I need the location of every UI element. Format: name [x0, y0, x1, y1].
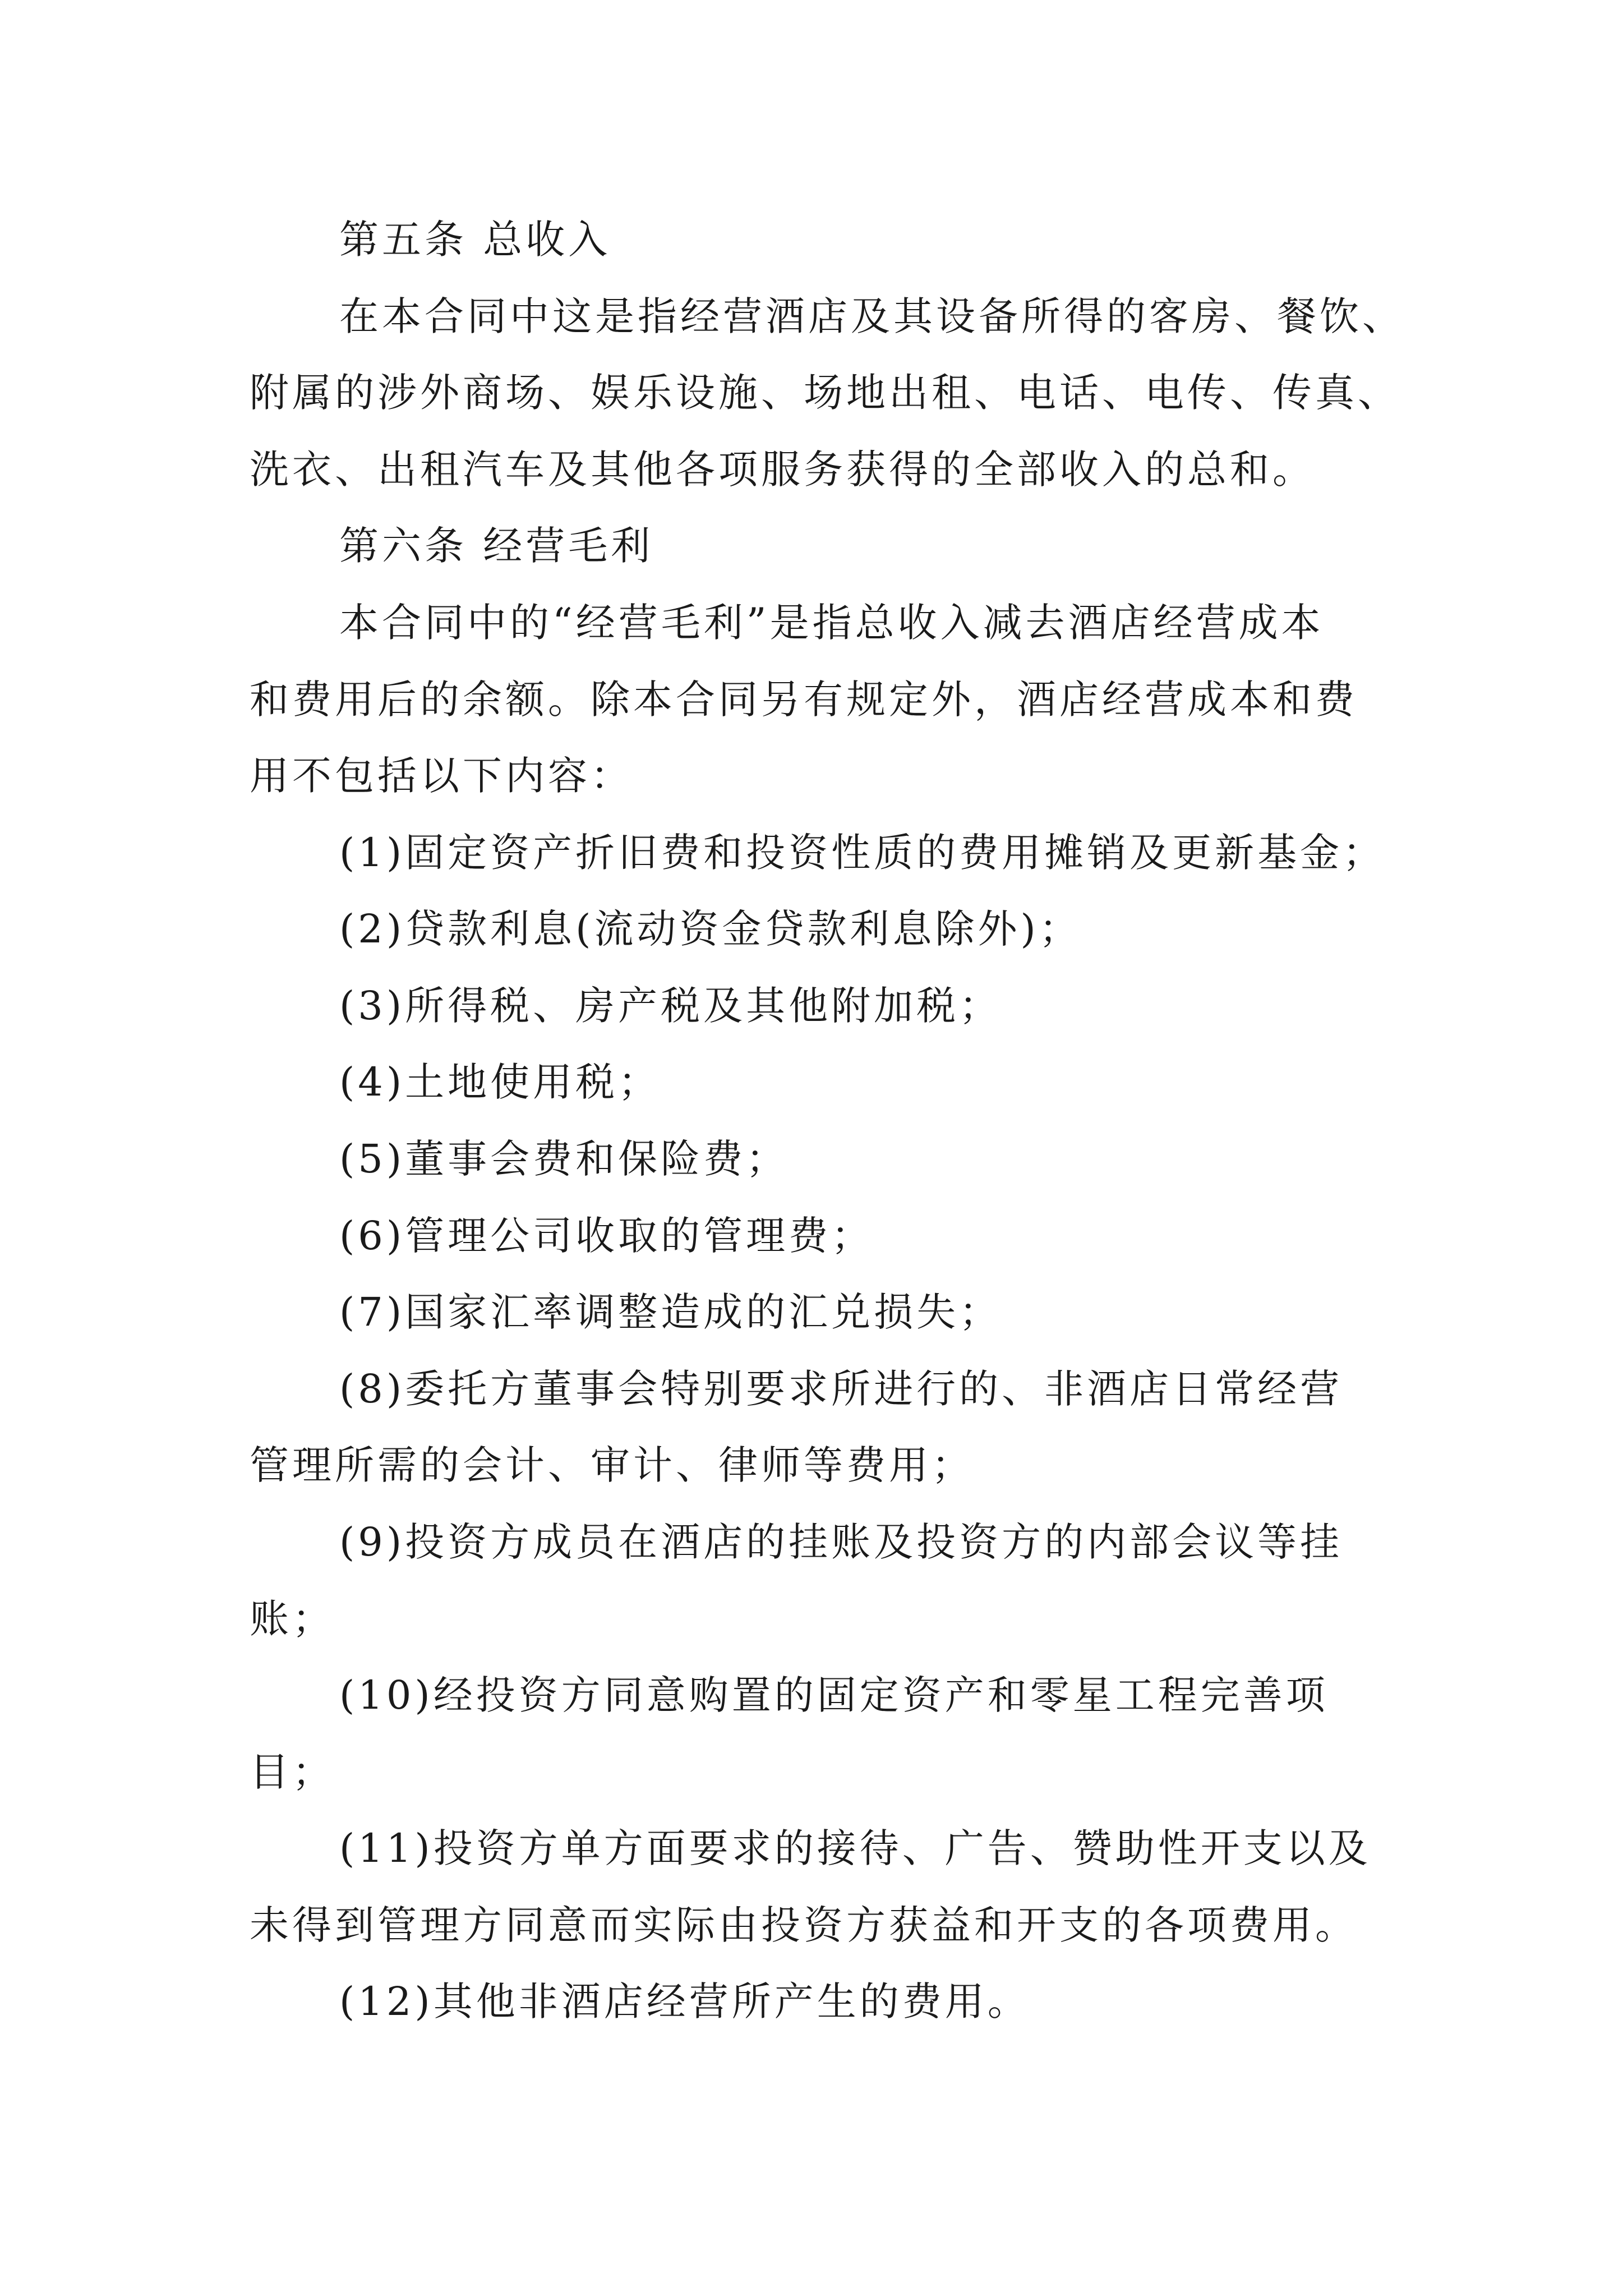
list-item-9: (9)投资方成员在酒店的挂账及投资方的内部会议等挂 [339, 1519, 1343, 1565]
list-item-11: (11)投资方单方面要求的接待、广告、赞助性开支以及 [339, 1825, 1371, 1871]
list-item-5: (5)董事会费和保险费； [339, 1136, 789, 1182]
list-item-8-cont: 管理所需的会计、审计、律师等费用； [250, 1442, 974, 1488]
paragraph-line: 用不包括以下内容： [250, 753, 633, 799]
list-item-7: (7)国家汇率调整造成的汇兑损失； [339, 1289, 1002, 1335]
paragraph-line: 洗衣、出租汽车及其他各项服务获得的全部收入的总和。 [250, 447, 1315, 493]
paragraph-line: 本合同中的“经营毛利”是指总收入减去酒店经营成本 [339, 600, 1324, 646]
list-item-8: (8)委托方董事会特别要求所进行的、非酒店日常经营 [339, 1366, 1343, 1412]
paragraph-line: 附属的涉外商场、娱乐设施、场地出租、电话、电传、传真、 [250, 370, 1400, 416]
list-item-11-cont: 未得到管理方同意而实际由投资方获益和开支的各项费用。 [250, 1902, 1358, 1948]
list-item-4: (4)土地使用税； [339, 1059, 661, 1105]
paragraph-line: 在本合同中这是指经营酒店及其设备所得的客房、餐饮、 [339, 293, 1405, 339]
list-item-3: (3)所得税、房产税及其他附加税； [339, 983, 1002, 1029]
paragraph-line: 和费用后的余额。除本合同另有规定外，酒店经营成本和费 [250, 677, 1358, 723]
list-item-10: (10)经投资方同意购置的固定资产和零星工程完善项 [339, 1672, 1329, 1718]
list-item-1: (1)固定资产折旧费和投资性质的费用摊销及更新基金； [339, 830, 1386, 876]
list-item-12: (12)其他非酒店经营所产生的费用。 [339, 1978, 1030, 2024]
article-5-heading: 第五条 总收入 [339, 217, 611, 263]
list-item-6: (6)管理公司收取的管理费； [339, 1213, 874, 1259]
list-item-2: (2)贷款利息(流动资金贷款利息除外)； [339, 906, 1082, 952]
list-item-10-cont: 目； [250, 1749, 335, 1795]
article-6-heading: 第六条 经营毛利 [339, 523, 654, 569]
list-item-9-cont: 账； [250, 1596, 335, 1642]
